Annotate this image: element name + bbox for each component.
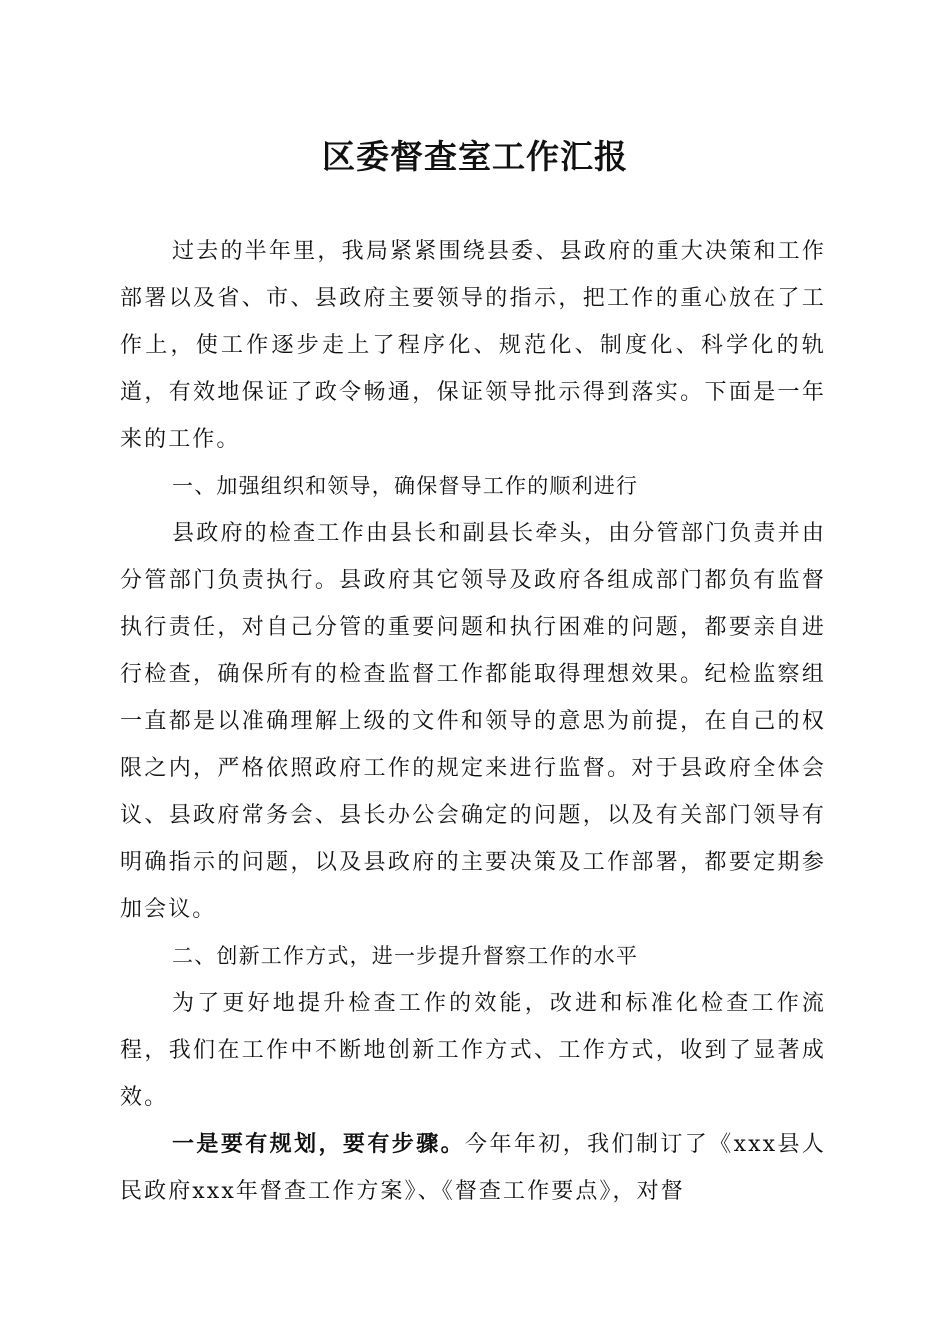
document-body bbox=[120, 228, 826, 1215]
intro-paragraph: 过去的半年里，我局紧紧围绕县委、县政府的重大决策和工作部署以及省、市、县政府主要领导的指示，把工作的重心放在了工作上，使工作逐步走上了程序化、规范化、制度化、科学化的轨道，有效地保证了政令畅通，保证领导批示得到落实。下面是一年来的工作。 bbox=[120, 239, 826, 452]
section-1-heading: 一、加强组织和领导，确保督导工作的顺利进行 bbox=[172, 474, 639, 498]
section-1-paragraph: 县政府的检查工作由县长和副县长牵头，由分管部门负责并由分管部门负责执行。县政府其它领导及政府各组成部门都负有监督执行责任，对自己分管的重要问题和执行困难的问题，都要亲自进行检查，确保所有的检查监督工作都能取得理想效果。纪检监察组一直都是以准确理解上级的文件和领导的意思为前提，在自己的权限之内，严格依照政府工作的规定来进行监督。对于县政府全体会议、县政府常务会、县长办公会确定的问题，以及有关部门领导有明确指示的问题，以及县政府的主要决策及工作部署，都要定期参加会议。 bbox=[120, 521, 826, 922]
point-1-lead: 一是要有规划，要有步骤。 bbox=[172, 1131, 466, 1157]
section-2-heading: 二、创新工作方式，进一步提升督察工作的水平 bbox=[172, 944, 639, 968]
document-title: 区委督查室工作汇报 bbox=[322, 137, 628, 176]
section-2-paragraph: 为了更好地提升检查工作的效能，改进和标准化检查工作流程，我们在工作中不断地创新工作方式、工作方式，收到了显著成效。 bbox=[120, 991, 826, 1110]
point-1-text: 今年年初，我们制订了《xxx县人民政府xxx年督查工作方案》、《督查工作要点》，对督 bbox=[120, 1132, 826, 1204]
section-2-point-1 bbox=[120, 1121, 826, 1215]
